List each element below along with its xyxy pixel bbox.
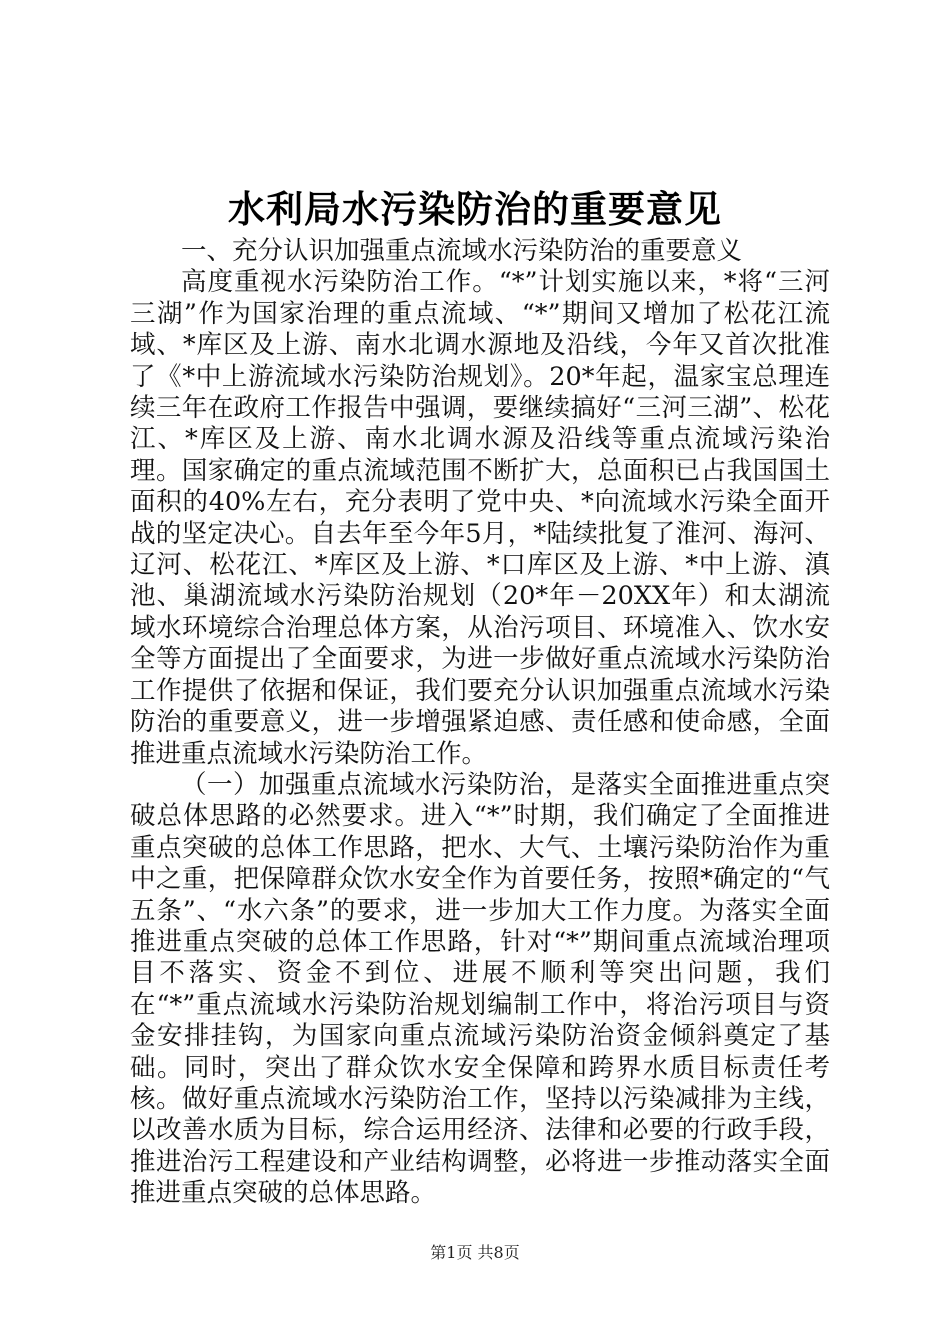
document-title: 水利局水污染防治的重要意见 [228, 187, 722, 231]
page-number-footer: 第1页 共8页 [430, 1243, 520, 1262]
document-body [130, 236, 830, 1210]
paragraph: 高度重视水污染防治工作。“*”计划实施以来，*将“三河三湖”作为国家治理的重点流域、“*”期间又增加了松花江流域、*库区及上游、南水北调水源地及沿线，今年又首次批准了《*中上游流域水污染防治规划》。20*年起，温家宝总理连续三年在政府工作报告中强调，要继续搞好“三河三湖”、松花江、*库区及上游、南水北调水源及沿线等重点流域污染治理。国家确定的重点流域范围不断扩大，总面积已占我国国土面积的40%左右，充分表明了党中央、*向流域水污染全面开战的坚定决心。自去年至今年5月，*陆续批复了淮河、海河、辽河、松花江、*库区及上游、*口库区及上游、*中上游、滇池、巢湖流域水污染防治规划（20*年－20XX年）和太湖流域水环境综合治理总体方案，从治污项目、环境准入、饮水安全等方面提出了全面要求，为进一步做好重点流域水污染防治工作提供了依据和保证，我们要充分认识加强重点流域水污染防治的重要意义，进一步增强紧迫感、责任感和使命感，全面推进重点流域水污染防治工作。 [130, 267, 830, 769]
paragraph: （一）加强重点流域水污染防治，是落实全面推进重点突破总体思路的必然要求。进入“*”时期，我们确定了全面推进重点突破的总体工作思路，把水、大气、土壤污染防治作为重中之重，把保障群众饮水安全作为首要任务，按照*确定的“气五条”、“水六条”的要求，进一步加大工作力度。为落实全面推进重点突破的总体工作思路，针对“*”期间重点流域治理项目不落实、资金不到位、进展不顺利等突出问题，我们在“*”重点流域水污染防治规划编制工作中，将治污项目与资金安排挂钩，为国家向重点流域污染防治资金倾斜奠定了基础。同时，突出了群众饮水安全保障和跨界水质目标责任考核。做好重点流域水污染防治工作，坚持以污染减排为主线，以改善水质为目标，综合运用经济、法律和必要的行政手段，推进治污工程建设和产业结构调整，必将进一步推动落实全面推进重点突破的总体思路。 [130, 769, 830, 1209]
section-heading: 一、充分认识加强重点流域水污染防治的重要意义 [181, 236, 743, 266]
